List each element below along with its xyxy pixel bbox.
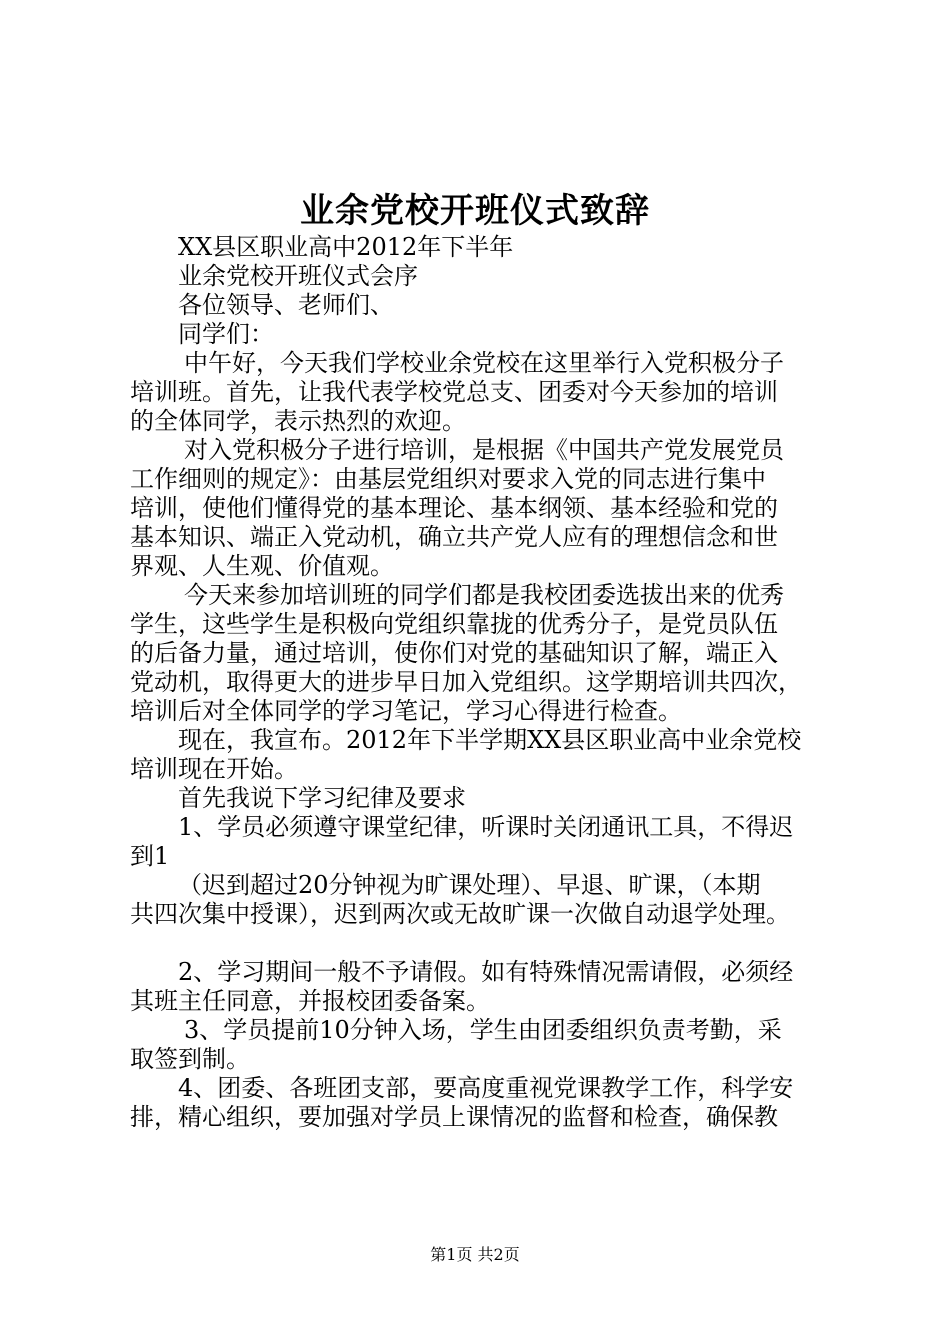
text-line: 排，精心组织，要加强对学员上课情况的监督和检查，确保教 (130, 1103, 778, 1131)
text-line: 1、学员必须遵守课堂纪律，听课时关闭通讯工具，不得迟 (178, 813, 794, 841)
text-line: 对入党积极分子进行培训，是根据《中国共产党发展党员 (184, 436, 784, 464)
text-line: 培训，使他们懂得党的基本理论、基本纲领、基本经验和党的 (130, 494, 778, 522)
text-line: XX县区职业高中2012年下半年 (178, 233, 514, 261)
document-title: 业余党校开班仪式致辞 (300, 191, 650, 231)
text-line: 2、学习期间一般不予请假。如有特殊情况需请假，必须经 (178, 958, 794, 986)
text-line: 其班主任同意，并报校团委备案。 (130, 987, 490, 1015)
text-line: 的后备力量，通过培训，使你们对党的基础知识了解，端正入 (130, 639, 778, 667)
text-line: 党动机，取得更大的进步早日加入党组织。这学期培训共四次， (130, 668, 802, 696)
document-body (130, 233, 840, 1132)
text-line: 学生，这些学生是积极向党组织靠拢的优秀分子，是党员队伍 (130, 610, 778, 638)
text-line: 基本知识、端正入党动机，确立共产党人应有的理想信念和世 (130, 523, 778, 551)
text-line: 工作细则的规定》：由基层党组织对要求入党的同志进行集中 (130, 465, 766, 493)
paragraph-spacer (130, 929, 840, 958)
text-line: 业余党校开班仪式会序 (178, 262, 418, 290)
text-line: 培训班。首先，让我代表学校党总支、团委对今天参加的培训 (130, 378, 778, 406)
text-line: 首先我说下学习纪律及要求 (178, 784, 466, 812)
text-line: 到1 (130, 842, 170, 870)
text-line: 培训后对全体同学的学习笔记，学习心得进行检查。 (130, 697, 682, 725)
text-line: 同学们： (178, 320, 274, 348)
text-line: 3、学员提前10分钟入场，学生由团委组织负责考勤，采 (184, 1016, 782, 1044)
text-line: 的全体同学，表示热烈的欢迎。 (130, 407, 466, 435)
text-line: 今天来参加培训班的同学们都是我校团委选拔出来的优秀 (184, 581, 784, 609)
text-line: 中午好，今天我们学校业余党校在这里举行入党积极分子 (184, 349, 784, 377)
text-line: 界观、人生观、价值观。 (130, 552, 394, 580)
text-line: （迟到超过20分钟视为旷课处理）、早退、旷课，（本期 (178, 871, 761, 899)
text-line: 共四次集中授课），迟到两次或无故旷课一次做自动退学处理。 (130, 900, 790, 928)
text-line: 取签到制。 (130, 1045, 250, 1073)
text-line: 培训现在开始。 (130, 755, 298, 783)
text-line: 各位领导、老师们、 (178, 291, 394, 319)
text-line: 现在，我宣布。2012年下半学期XX县区职业高中业余党校 (178, 726, 802, 754)
text-line: 4、团委、各班团支部，要高度重视党课教学工作，科学安 (178, 1074, 794, 1102)
page-number: 第1页 共2页 (430, 1245, 520, 1264)
